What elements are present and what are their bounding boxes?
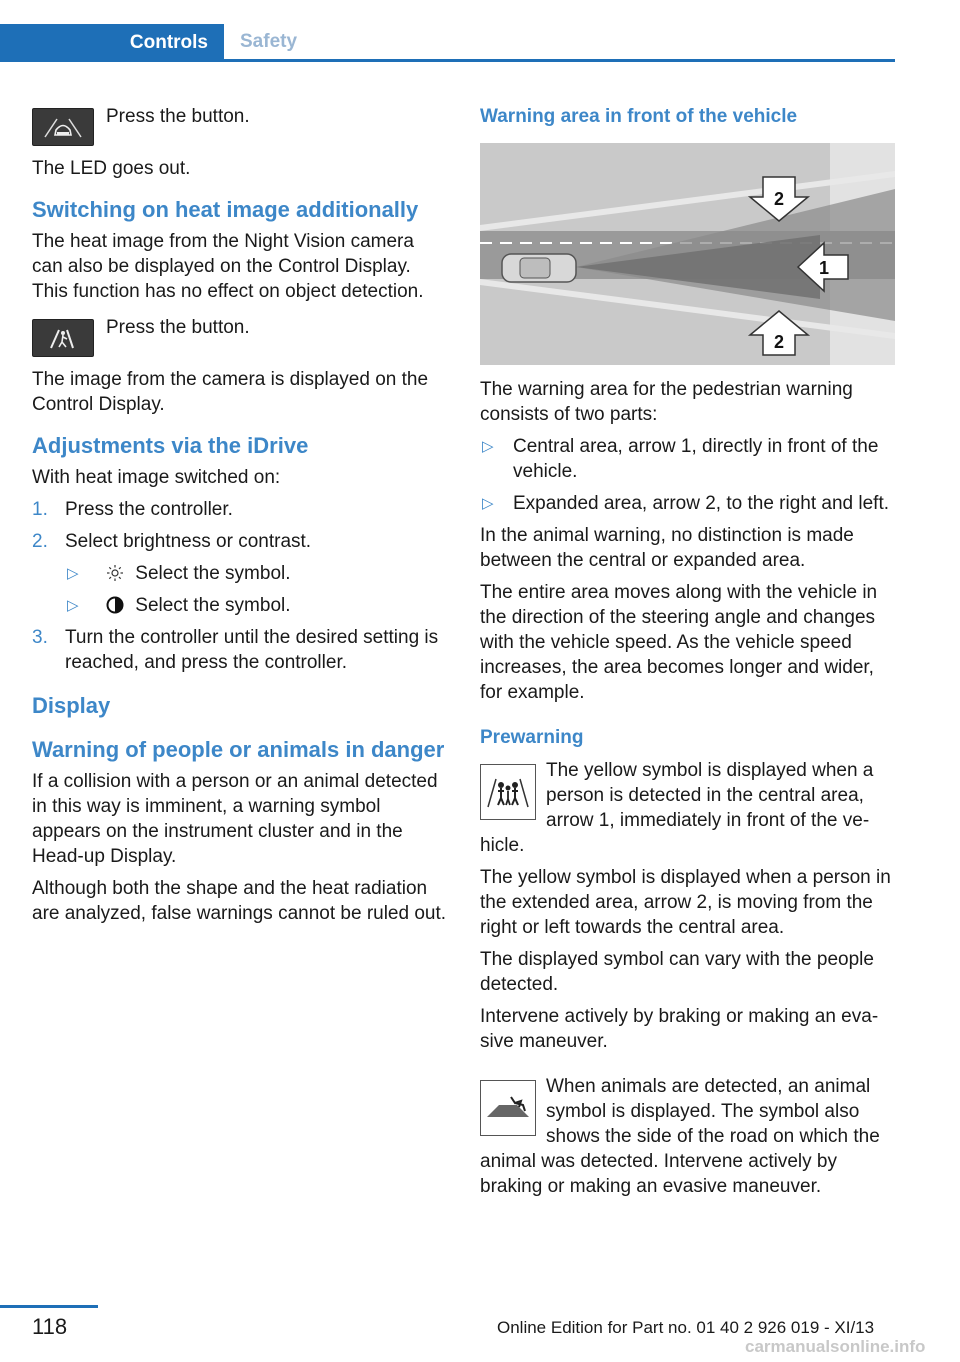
heading-prewarning: Prewarning (480, 727, 584, 748)
intervene-text: Intervene actively by braking or making an evasive maneuver. (480, 1006, 879, 1052)
arrow-bullet-icon: ▷ (67, 597, 79, 614)
symbol-varies-text: The displayed symbol can vary with the people detected. (480, 949, 874, 995)
night-vision-button-icon (32, 108, 94, 146)
heading-adjustments: Adjustments via the iDrive (32, 433, 309, 458)
contrast-icon (106, 596, 124, 614)
night-vision-button-row (32, 100, 449, 150)
adjust-steps (32, 497, 449, 675)
warning-paragraph-2: Although both the shape and the heat radiation are analyzed, false warnings cannot be ruled out. (32, 878, 447, 924)
warning-area-figure (480, 143, 895, 365)
animals-text: When animals are detected, an animal symbol is displayed. The symbol also shows the side of the road on which the animal was detected. Intervene actively by braking or making an evasive maneuver. (480, 1076, 880, 1197)
animal-warning-text: In the animal warning, no distinction is made between the central or expanded area. (480, 525, 854, 571)
warning-paragraph-1: If a collision with a person or an animal detected in this way is imminent, a warning symbol appears on the instrument cluster and in the Head-up Display. (32, 771, 438, 867)
with-heat-text: With heat image switched on: (32, 467, 281, 488)
prewarning-block (480, 758, 897, 858)
arrow-bullet-icon: ▷ (67, 565, 79, 582)
list-item: ▷ Central area, arrow 1, directly in front of the vehicle. (482, 436, 879, 482)
area-intro-text: The warning area for the pedestrian warning consists of two parts: (480, 379, 853, 425)
header-rule (0, 59, 895, 62)
area-items (480, 434, 897, 516)
led-out-text: The LED goes out. (32, 158, 191, 179)
list-item: 2. Select brightness or contrast. ▷ Select the symbol. ▷ Select the symbol. (32, 529, 449, 618)
heat-image-button-icon (32, 319, 94, 357)
list-item: ▷ Select the symbol. (67, 563, 291, 584)
heading-warning-area: Warning area in front of the vehicle (480, 106, 798, 127)
animal-block (480, 1074, 897, 1199)
heading-display: Display (32, 693, 111, 718)
left-column (32, 100, 449, 933)
heat-image-button-row (32, 311, 449, 361)
footer-rule (0, 1305, 98, 1308)
area-moves-text: The entire area moves along with the vehicle in the direction of the steering angle and changes with the vehicle speed. As the vehicle speed increases, the area becomes longer and wider, for example. (480, 582, 878, 703)
watermark-text: carmanualsonline.info (745, 1337, 926, 1356)
page-number: 118 (32, 1314, 68, 1339)
list-item: 1. Press the controller. (32, 499, 233, 520)
animal-warning-icon (480, 1080, 536, 1136)
btn2-text: Press the button. (106, 317, 250, 338)
svg-text:2: 2 (773, 189, 785, 209)
tab-controls[interactable]: Controls (0, 24, 224, 62)
image-displayed-text: The image from the camera is displayed on the Control Display. (32, 369, 429, 415)
page-header (0, 24, 895, 62)
list-item: 3. Turn the controller until the desired setting is reached, and press the controller. (32, 627, 439, 673)
arrow-bullet-icon: ▷ (482, 495, 494, 512)
symbol-options (65, 561, 449, 618)
heat-image-paragraph: The heat image from the Night Vision camera can also be displayed on the Control Display. This function has no effect on object detection. (32, 231, 424, 302)
brightness-icon (106, 564, 124, 582)
pedestrian-warning-icon (480, 764, 536, 820)
edition-text: Online Edition for Part no. 01 40 2 926 019 - XI/13 (497, 1318, 875, 1337)
tab-safety[interactable]: Safety (240, 30, 298, 52)
heading-warning: Warning of people or animals in danger (32, 737, 445, 762)
car-icon (502, 254, 576, 282)
list-item: ▷ Select the symbol. (67, 595, 291, 616)
list-item: ▷ Expanded area, arrow 2, to the right and left. (482, 493, 890, 514)
right-column (480, 100, 897, 1206)
yellow-symbol-central-text: The yellow symbol is displayed when a person is detected in the central area, arrow 1, immediately in front of the vehicle. (480, 760, 874, 856)
btn1-text: Press the button. (106, 106, 250, 127)
yellow-symbol-extended-text: The yellow symbol is displayed when a person in the extended area, arrow 2, is moving from the right or left towards the central area. (480, 867, 891, 938)
svg-text:1: 1 (818, 258, 830, 278)
heading-heat-image: Switching on heat image additionally (32, 197, 419, 222)
svg-text:2: 2 (773, 332, 785, 352)
arrow-bullet-icon: ▷ (482, 438, 494, 455)
